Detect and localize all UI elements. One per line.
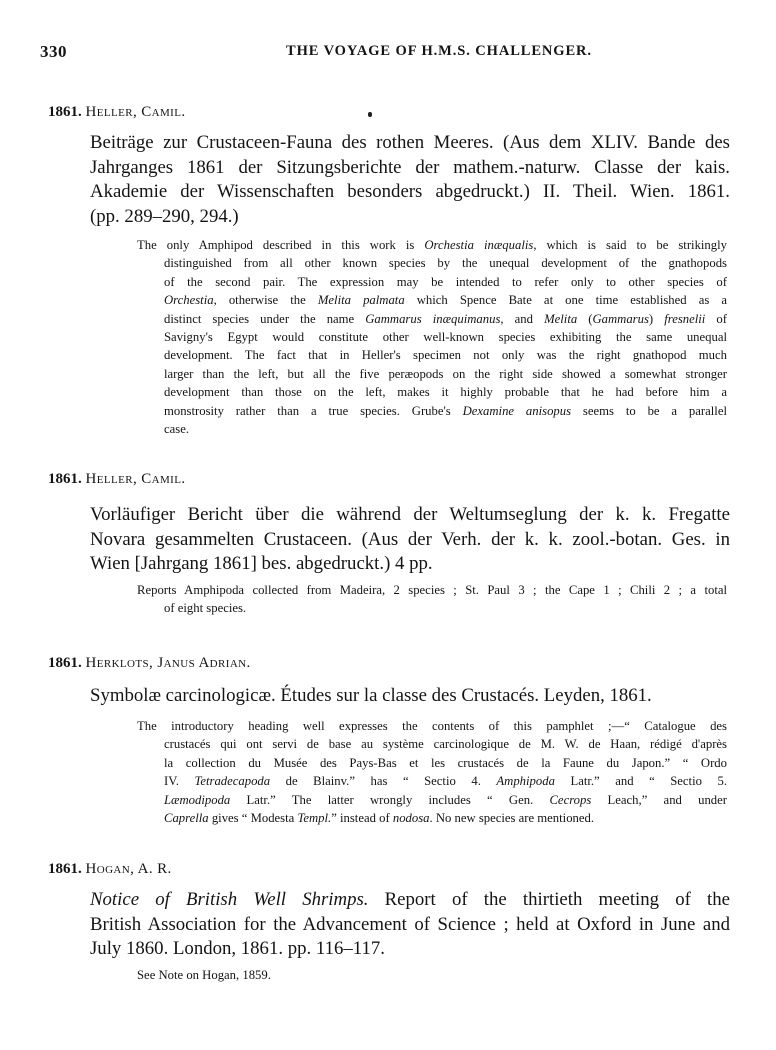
note-line: Orchestia, otherwise the Melita palmata which Spence Bate at one time established as a	[164, 293, 727, 308]
note-line: la collection du Musée des Pays-Bas et les crustacés de la Faune du Japon.” “ Ordo	[164, 755, 727, 770]
entry-author: Heller, Camil.	[85, 104, 186, 120]
reference-line: Beiträge zur Crustaceen-Fauna des rothen Meeres. (Aus dem XLIV. Bande des	[90, 132, 730, 153]
entry-heading	[48, 104, 186, 121]
note-line: crustacés qui ont servi de base au système carcinologique de M. W. de Haan, rédigé d'après	[164, 737, 727, 752]
entry-heading	[48, 471, 186, 488]
note-line: larger than the left, but all the five peræopods on the right side showed a somewhat stronger	[164, 366, 727, 381]
note-line: Læmodipoda Latr.” The latter wrongly includes “ Gen. Cecrops Leach,” and under	[164, 792, 727, 807]
entry-author: Herklots, Janus Adrian.	[85, 655, 251, 671]
entry-reference	[90, 684, 730, 709]
entry-reference	[90, 131, 730, 229]
note-line: Caprella gives “ Modesta Templ.” instead of nodosa. No new species are mentioned.	[164, 811, 595, 826]
note-line: case.	[164, 422, 190, 437]
reference-line: (pp. 289–290, 294.)	[90, 205, 239, 227]
entry-note	[137, 966, 727, 984]
note-line: development. The fact that in Heller's specimen not only was the right gnathopod much	[164, 348, 727, 363]
entry-reference	[90, 503, 730, 577]
note-line: of the second pair. The expression may be intended to refer only to other species of	[164, 274, 727, 289]
reference-line: Wien [Jahrgang 1861] bes. abgedruckt.) 4 pp.	[90, 553, 433, 574]
note-line: monstrosity rather than a true species. Grube's Dexamine anisopus seems to be a parallel	[164, 403, 727, 418]
reference-line: July 1860. London, 1861. pp. 116–117.	[90, 938, 385, 959]
note-line: The introductory heading well expresses the contents of this pamphlet ;—“ Catalogue des	[137, 719, 727, 733]
note-line: The only Amphipod described in this work is Orchestia inæqualis, which is said to be strikingly	[137, 238, 727, 252]
reference-line: Notice of British Well Shrimps. Report of the thirtieth meeting of the	[90, 889, 731, 910]
entry-year: 1861.	[48, 655, 82, 671]
reference-line: Vorläufiger Bericht über die während der Weltumseglung der k. k. Fregatte	[90, 504, 730, 525]
note-line: See Note on Hogan, 1859.	[137, 968, 271, 982]
note-line: distinct species under the name Gammarus inæquimanus, and Melita (Gammarus) fresnelii of	[164, 311, 727, 326]
entry-author: Hogan, A. R.	[85, 861, 172, 877]
reference-line: Novara gesammelten Crustaceen. (Aus der Verh. der k. k. zool.-botan. Ges. in	[90, 528, 730, 550]
entry-year: 1861.	[48, 104, 82, 120]
entry-heading	[48, 655, 251, 672]
note-line: of eight species.	[164, 601, 247, 616]
note-line: Reports Amphipoda collected from Madeira, 2 species ; St. Paul 3 ; the Cape 1 ; Chili 2 ; a total	[137, 583, 727, 597]
note-line: IV. Tetradecapoda de Blainv.” has “ Sectio 4. Amphipoda Latr.” and “ Sectio 5.	[164, 774, 727, 789]
entry-note	[137, 581, 727, 618]
note-line: distinguished from all other known species by the unequal development of the gnathopods	[164, 256, 727, 271]
page-number: 330	[40, 42, 67, 61]
reference-line: Akademie der Wissenschaften besonders abgedruckt.) II. Theil. Wien. 1861.	[90, 181, 730, 202]
reference-line: British Association for the Advancement of Science ; held at Oxford in June and	[90, 913, 730, 935]
reference-line: Symbolæ carcinologicæ. Études sur la classe des Crustacés. Leyden, 1861.	[90, 685, 652, 706]
entry-year: 1861.	[48, 861, 82, 877]
entry-year: 1861.	[48, 471, 82, 487]
entry-reference	[90, 888, 730, 962]
entry-author: Heller, Camil.	[85, 471, 186, 487]
page-header	[40, 42, 740, 66]
note-line: development than those on the left, makes it highly probable that he had before him a	[164, 385, 727, 400]
entry-heading	[48, 861, 172, 878]
stray-dot	[368, 112, 372, 117]
entry-note	[137, 717, 727, 827]
running-title: THE VOYAGE OF H.M.S. CHALLENGER.	[286, 43, 592, 59]
entry-note	[137, 236, 727, 438]
note-line: Savigny's Egypt would constitute other well-known species exhibiting the same unequal	[164, 330, 727, 345]
reference-line: Jahrganges 1861 der Sitzungsberichte der mathem.-naturw. Classe der kais.	[90, 156, 730, 178]
